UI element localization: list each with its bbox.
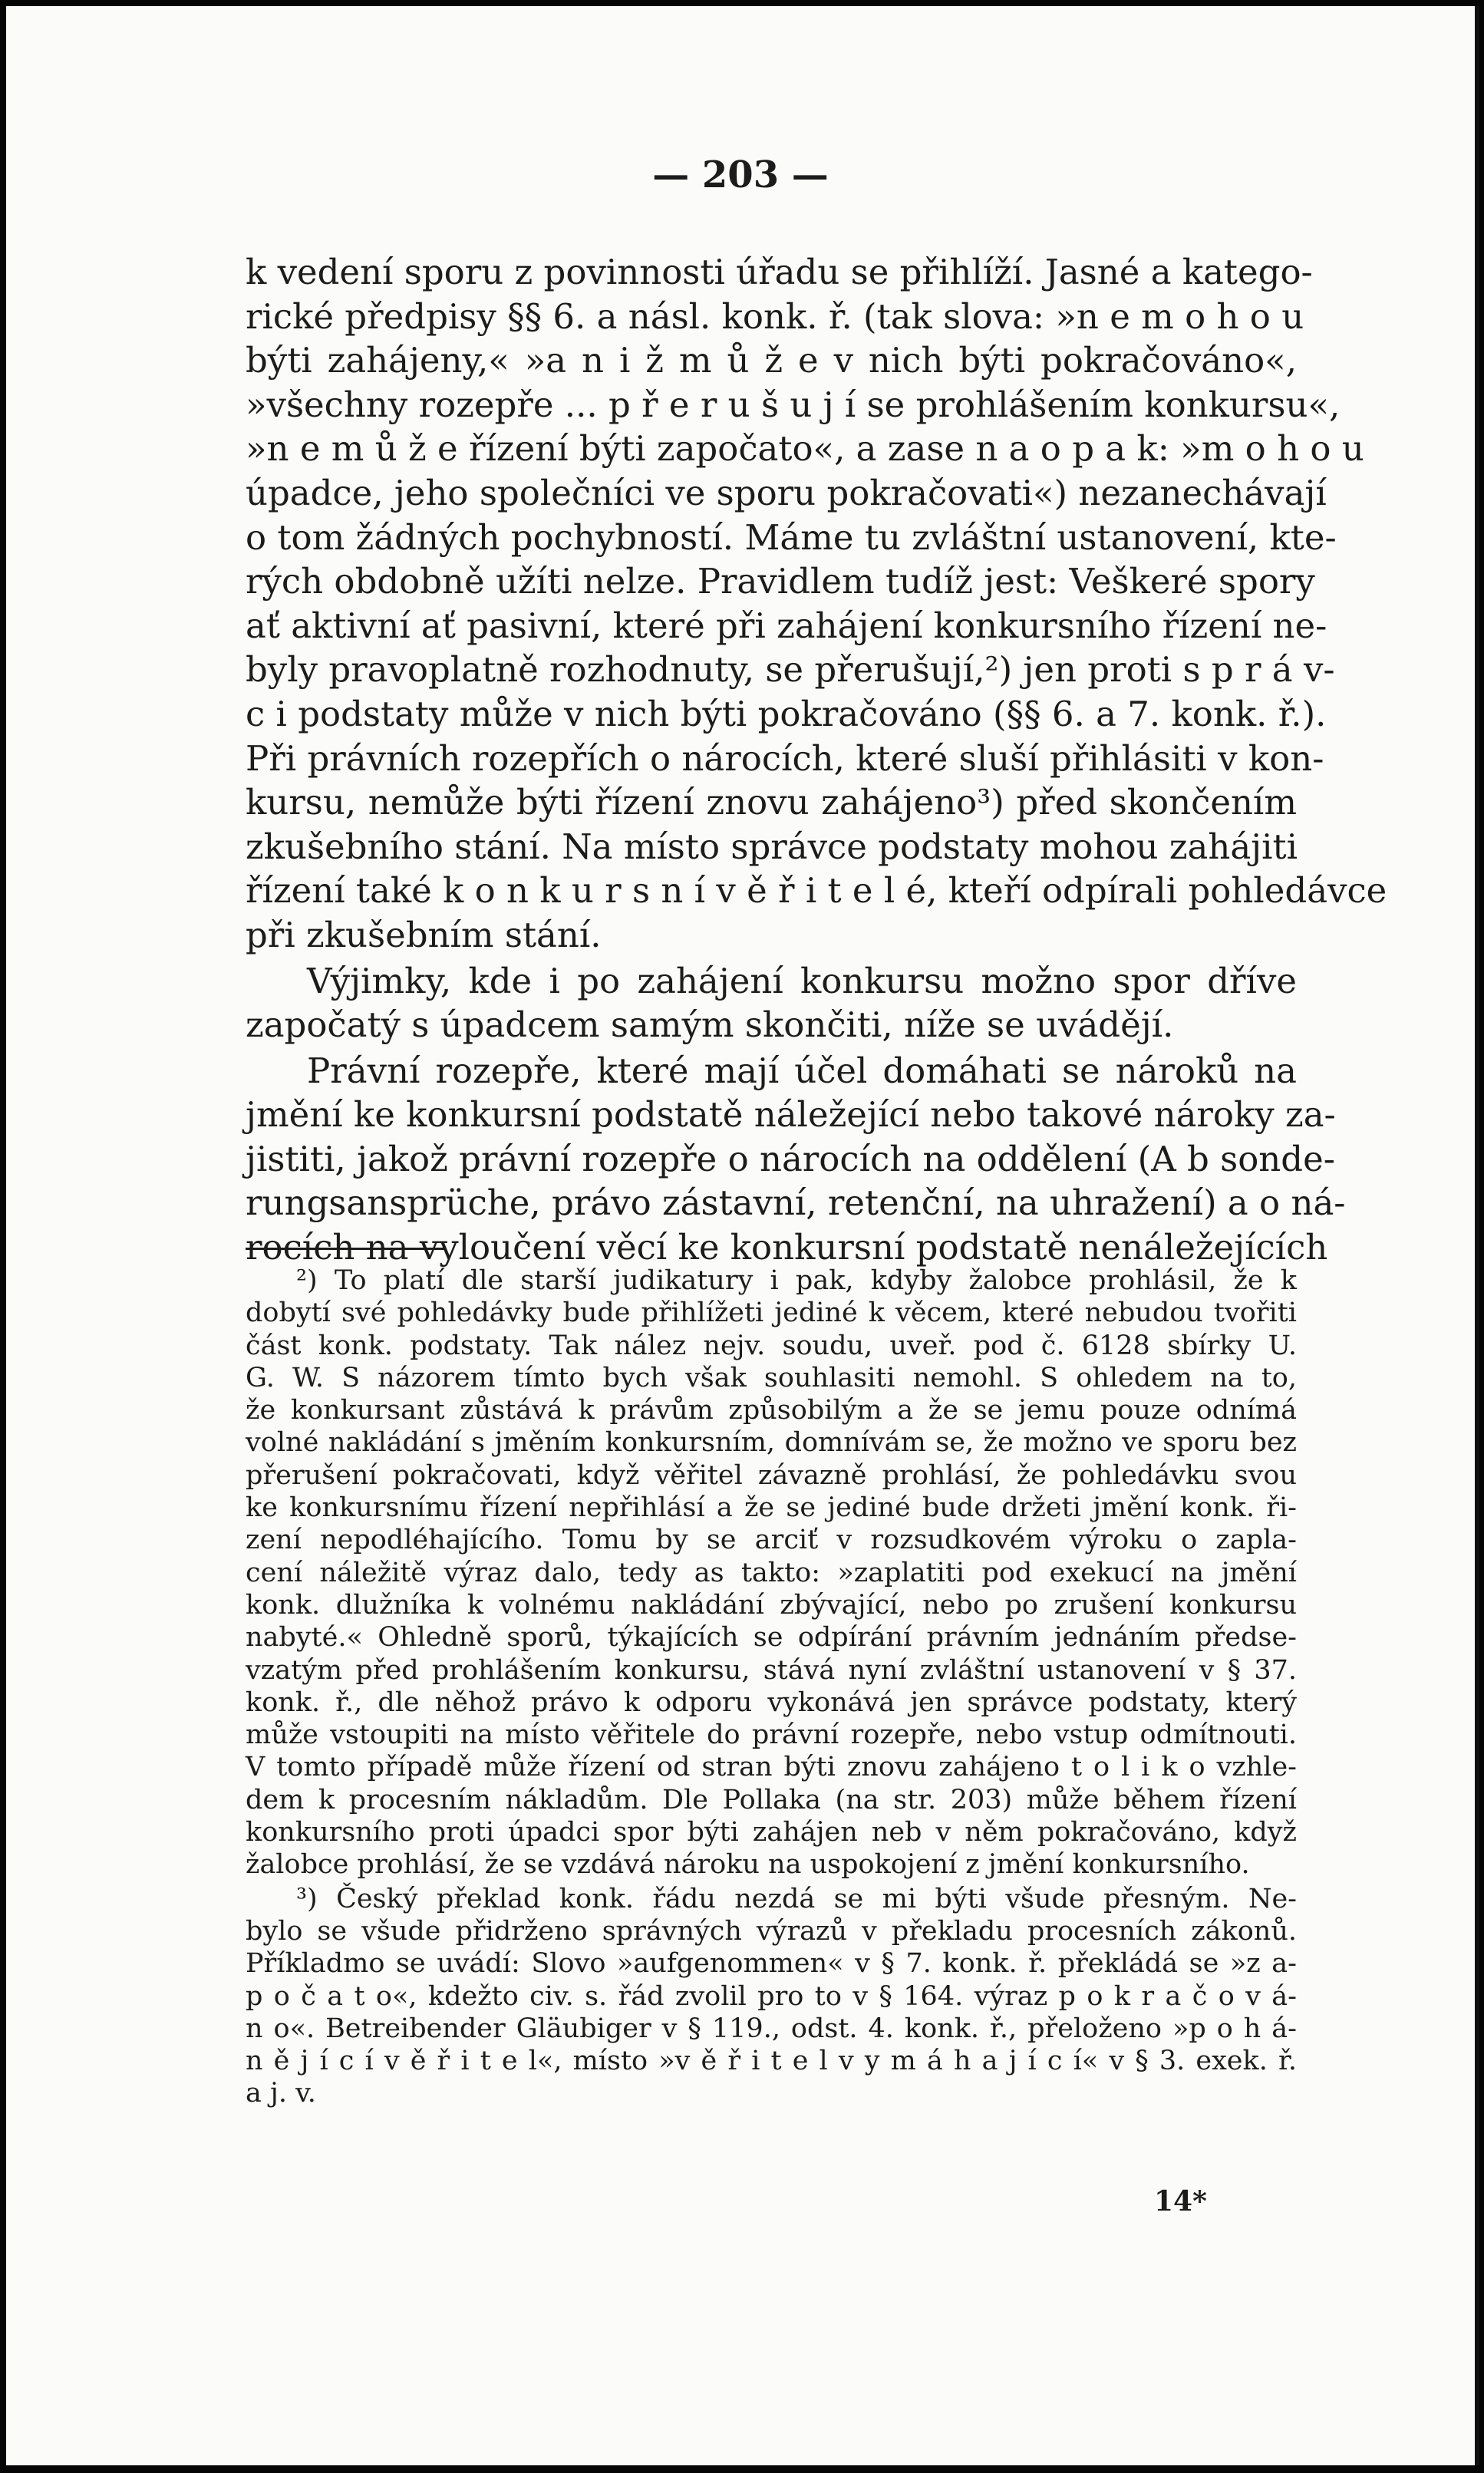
footnote-line: konkursního proti úpadci spor býti zahájen neb v něm pokračováno, když: [246, 1817, 1297, 1848]
paragraph: [246, 959, 1297, 1047]
footnote-line: může vstoupiti na místo věřitele do právní rozepře, nebo vstup odmítnouti.: [246, 1720, 1297, 1751]
text-line: rocích na vyloučení věcí ke konkursní podstatě nenáležejících: [246, 1227, 1328, 1268]
text-line: Při právních rozepřích o nárocích, které sluší přihlásiti v kon-: [246, 737, 1324, 779]
footnote-line: ³) Český překlad konk. řádu nezdá se mi býti všude přesným. Ne-: [296, 1883, 1297, 1914]
footnote-line: cení náležitě výraz dalo, tedy as takto: »zaplatiti pod exekucí na jmění: [246, 1557, 1297, 1588]
text-line: jistiti, jakož právní rozepře o nárocích na oddělení (A b sonde-: [246, 1138, 1335, 1179]
footnote-line: ke konkursnímu řízení nepřihlásí a že se jediné bude držeti jmění konk. ři-: [246, 1492, 1297, 1524]
paragraph: [246, 250, 1387, 958]
text-line: rých obdobně užíti nelze. Pravidlem tudíž jest: Veškeré spory: [246, 561, 1315, 602]
page: [6, 6, 1479, 2465]
footnote-line: konk. ř., dle něhož právo k odporu vykonává jen správce podstaty, který: [246, 1687, 1297, 1718]
footnote-line: dobytí své pohledávky bude přihlížeti jediné k věcem, které nebudou tvořiti: [246, 1298, 1297, 1329]
footnote-line: že konkursant zůstává k právům způsobilým a že se jemu pouze odnímá: [246, 1395, 1297, 1426]
footnote-divider: [246, 1248, 445, 1250]
text-line: Výjimky, kde i po zahájení konkursu možno spor dříve: [307, 960, 1297, 1001]
footnote-line: část konk. podstaty. Tak nález nejv. soudu, uveř. pod č. 6128 sbírky U.: [246, 1330, 1297, 1361]
footnote-line: n ě j í c í v ě ř i t e l«, místo »v ě ř i t e l v y m á h a j í c í« v § 3. exek. ř.: [246, 2046, 1297, 2077]
footnote-line: vzatým před prohlášením konkursu, stává nyní zvláštní ustanovení v § 37.: [246, 1654, 1297, 1686]
footnote-line: volné nakládání s jměním konkursním, domnívám se, že možno ve sporu bez: [246, 1427, 1297, 1459]
footnote-line: a j. v.: [246, 2078, 316, 2109]
text-line: rungsansprüche, právo zástavní, retenční, na uhražení) a o ná-: [246, 1182, 1346, 1224]
text-line: ať aktivní ať pasivní, které při zahájení konkursního řízení ne-: [246, 605, 1327, 646]
page-number: — 203 —: [652, 153, 829, 196]
text-line: Právní rozepře, které mají účel domáhati se nároků na: [307, 1050, 1297, 1091]
text-line: k vedení sporu z povinnosti úřadu se přihlíží. Jasné a katego-: [246, 252, 1313, 292]
text-line: jmění ke konkursní podstatě náležející nebo takové nároky za-: [246, 1094, 1336, 1136]
main-text: [246, 250, 1387, 1270]
text-line: c i podstaty může v nich býti pokračováno (§§ 6. a 7. konk. ř.).: [246, 693, 1327, 734]
footnote-line: zení nepodléhajícího. Tomu by se arciť v rozsudkovém výroku o zapla-: [246, 1525, 1297, 1556]
footnote-line: žalobce prohlásí, že se vzdává nároku na uspokojení z jmění konkursního.: [246, 1849, 1250, 1881]
text-line: řízení také k o n k u r s n í v ě ř i t e l é, kteří odpírali pohledávce: [246, 870, 1387, 912]
footnote: [246, 1265, 1297, 1881]
text-line: při zkušebním stání.: [246, 914, 602, 955]
footnotes: [246, 1265, 1297, 2110]
footnote-line: konk. dlužníka k volnému nakládání zbývající, nebo po zrušení konkursu: [246, 1589, 1297, 1621]
text-line: zkušebního stání. Na místo správce podstaty mohou zahájiti: [246, 826, 1298, 867]
footnote-line: n o«. Betreibender Gläubiger v § 119., odst. 4. konk. ř., přeloženo »p o h á-: [246, 2013, 1297, 2044]
text-line: rické předpisy §§ 6. a násl. konk. ř. (tak slova: »n e m o h o u: [246, 295, 1304, 337]
footnote-line: V tomto případě může řízení od stran býti znovu zahájeno t o l i k o vzhle-: [246, 1752, 1297, 1783]
footnote-line: bylo se všude přidrženo správných výrazů v překladu procesních zákonů.: [246, 1915, 1297, 1947]
text-line: kursu, nemůže býti řízení znovu zahájeno³) před skončením: [246, 782, 1297, 823]
footnote-line: G. W. S názorem tímto bych však souhlasiti nemohl. S ohledem na to,: [246, 1362, 1297, 1393]
footnote-line: přerušení pokračovati, když věřitel závazně prohlásí, že pohledávku svou: [246, 1459, 1297, 1491]
footnote-line: ²) To platí dle starší judikatury i pak, kdyby žalobce prohlásil, že k: [296, 1265, 1297, 1296]
footnote-line: nabyté.« Ohledně sporů, týkajících se odpírání právním jednáním předse-: [246, 1622, 1297, 1654]
text-line: úpadce, jeho společníci ve sporu pokračovati«) nezanechávají: [246, 472, 1327, 513]
text-line: »všechny rozepře ... p ř e r u š u j í se prohlášením konkursu«,: [246, 384, 1341, 425]
footnote-line: Příkladmo se uvádí: Slovo »aufgenommen« v § 7. konk. ř. překládá se »z a-: [246, 1948, 1297, 1980]
footnote: [246, 1883, 1297, 2110]
footnote-line: dem k procesním nákladům. Dle Pollaka (na str. 203) může během řízení: [246, 1784, 1297, 1815]
text-line: býti zahájeny,« »a n i ž m ů ž e v nich býti pokračováno«,: [246, 340, 1297, 381]
text-line: byly pravoplatně rozhodnuty, se přerušují,²) jen proti s p r á v-: [246, 649, 1335, 691]
text-line: započatý s úpadcem samým skončiti, níže se uvádějí.: [246, 1004, 1174, 1046]
text-line: o tom žádných pochybností. Máme tu zvláštní ustanovení, kte-: [246, 516, 1337, 558]
signature-mark: 14*: [1154, 2185, 1207, 2217]
text-line: »n e m ů ž e řízení býti započato«, a zase n a o p a k: »m o h o u: [246, 428, 1364, 470]
paragraph: [246, 1049, 1346, 1270]
footnote-line: p o č a t o«, kdežto civ. s. řád zvolil pro to v § 164. výraz p o k r a č o v á-: [246, 1980, 1297, 2012]
